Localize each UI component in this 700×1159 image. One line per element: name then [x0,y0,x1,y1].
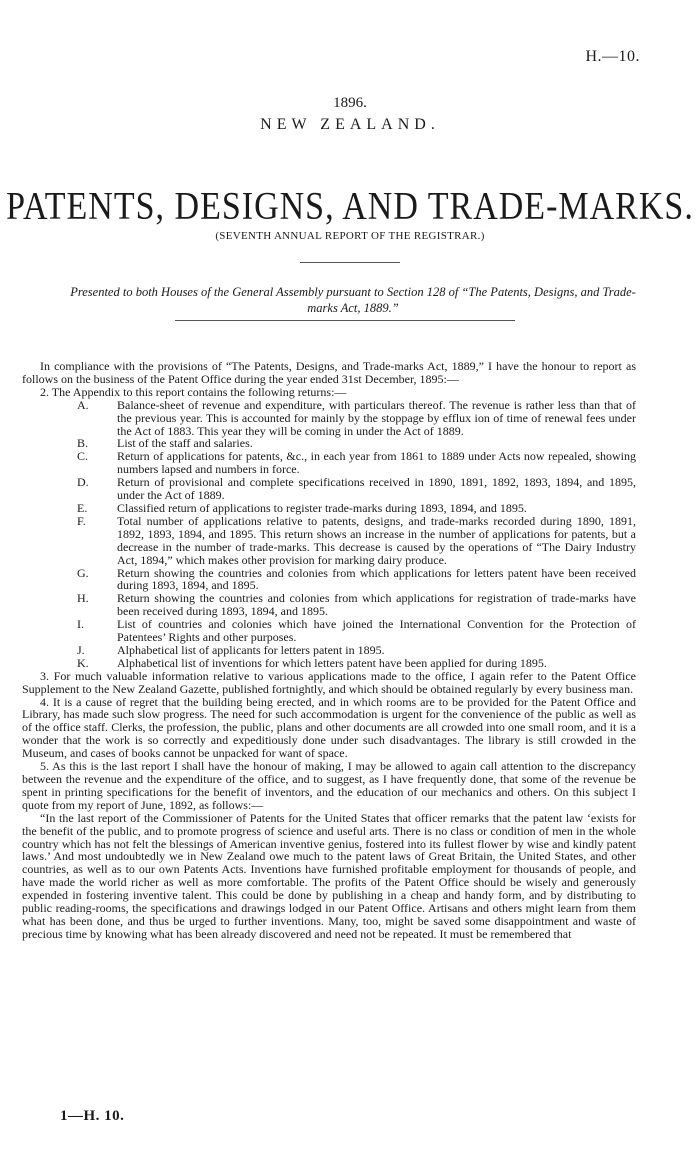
appendix-text: Return of applications for patents, &c., in each year from 1861 to 1889 under Acts now repealed, showing numbers lapsed and numbers in force. [117,449,636,477]
appendix-text: Return of provisional and complete specifications received in 1890, 1891, 1892, 1893, 1894, and 1895, under the Act of 1889. [117,475,636,503]
title-divider [300,262,400,263]
appendix-item-c [22,450,636,476]
presented-statement: Presented to both Houses of the General Assembly pursuant to Section 128 of “The Patents, Designs, and Trade-marks Act, 1889.” [70,285,636,315]
paragraph-5: 5. As this is the last report I shall have the honour of making, I may be allowed to again call attention to the discrepancy between the revenue and the expenditure of the office, and to suggest, as I have frequently done, that some of the revenue be spent in printing specifications for the benefit of inventors, and the education of our mechanics and others. On this subject I quote from my report of June, 1892, as follows:— [22,759,636,812]
appendix-list [22,399,636,670]
appendix-item-g [22,567,636,593]
appendix-letter: E. [77,500,88,515]
appendix-letter: D. [77,475,89,490]
paragraph-1: In compliance with the provisions of “The Patents, Designs, and Trade-marks Act, 1889,” I have the honour to report as follows on the business of the Patent Office during the year ended 31st December, 1895:— [22,359,636,386]
appendix-text: Return showing the countries and colonies from which applications for letters patent have been received during 1893, 1894, and 1895. [117,565,636,593]
paragraph-4: 4. It is a cause of regret that the building being erected, and in which rooms are to be provided for the Patent Office and Library, has made such slow progress. The need for such accommodation is urgent for the convenience of the public as well as of the office staff. Clerks, the profession, the public, plans and other documents are all crowded into one small room, and it is a wonder that the work is so correctly and expeditiously done under such disadvantages. The library is still crowded in the Museum, and cases of books cannot be unpacked for want of space. [22,694,636,761]
appendix-text: List of countries and colonies which have joined the International Convention for the Protection of Patentees’ Rights and other purposes. [117,617,636,645]
country-heading: NEW ZEALAND. [260,116,440,133]
report-body [22,360,636,941]
appendix-text: Alphabetical list of inventions for which letters patent have been applied for during 1895. [117,655,547,670]
appendix-letter: F. [77,513,86,528]
paragraph-6-quotation: “In the last report of the Commissioner of Patents for the United States that officer remarks that the patent law ‘exists for the benefit of the public, and to promote progress of science and useful arts. There is no class or condition of men in the whole country which has not felt the blessings of American inventive genius, fostered into its fullest flower by wise and kindly patent laws.’ And most undoubtedly we in New Zealand owe much to the patent laws of Great Britain, the United States, and other countries, as well as to our own Patents Acts. Inventions have furnished profitable employment for thousands of people, and have made the world richer as well as more comfortable. The profits of the Patent Office should be wisely and generously expended in fostering inventive talent. This could be done by publishing in a cheap and handy form, and by distributing to public reading-rooms, the specifications and drawings lodged in our Patent Office. Artisans and others might learn from them what has been done, and thus be urged to further inventions. Many, too, might be saved some disappointment and waste of precious time by knowing what has been already discovered and need not be repeated. It must be remembered that [22,810,636,941]
appendix-text: Total number of applications relative to patents, designs, and trade-marks recorded during 1890, 1891, 1892, 1893, 1894, and 1895. This return shows an increase in the number of applications for patents, but a decrease in the number of trade-marks. This decrease is caused by the operations of “The Dairy Industry Act, 1894,” which makes other provision for marking dairy produce. [117,513,636,567]
appendix-item-h [22,592,636,618]
document-subtitle: (SEVENTH ANNUAL REPORT OF THE REGISTRAR.) [215,230,485,242]
appendix-letter: G. [77,565,89,580]
appendix-letter: K. [77,655,89,670]
appendix-letter: I. [77,617,84,632]
appendix-letter: J. [77,642,85,657]
appendix-item-f [22,515,636,567]
appendix-text: List of the staff and salaries. [117,436,253,451]
appendix-item-a [22,399,636,438]
appendix-item-i [22,618,636,644]
document-title: PATENTS, DESIGNS, AND TRADE-MARKS. [6,185,694,228]
document-year: 1896. [333,95,367,111]
page-footer-reference: 1—H. 10. [60,1108,125,1124]
appendix-letter: B. [77,436,89,451]
presented-divider [175,320,515,321]
appendix-letter: H. [77,591,89,606]
appendix-text: Alphabetical list of applicants for letters patent in 1895. [117,642,385,657]
appendix-text: Classified return of applications to register trade-marks during 1893, 1894, and 1895. [117,500,527,515]
appendix-letter: C. [77,449,89,464]
paragraph-3: 3. For much valuable information relative to various applications made to the office, I again refer to the Patent Office Supplement to the New Zealand Gazette, published fortnightly, and which should be obtained regularly by every business man. [22,668,636,696]
appendix-item-k [22,657,636,670]
appendix-letter: A. [77,397,89,412]
document-reference: H.—10. [585,48,640,65]
appendix-text: Balance-sheet of revenue and expenditure, with particulars thereof. The revenue is rather less than that of the previous year. This is accounted for mainly by the stoppage by efflux ion of time of renewal fees under the Act of 1883. This year they will be coming in under the Act of 1889. [117,397,636,438]
appendix-intro: 2. The Appendix to this report contains the following returns:— [40,384,347,399]
appendix-item-d [22,476,636,502]
appendix-text: Return showing the countries and colonies from which applications for registration of trade-marks have been received during 1893, 1894, and 1895. [117,591,636,619]
